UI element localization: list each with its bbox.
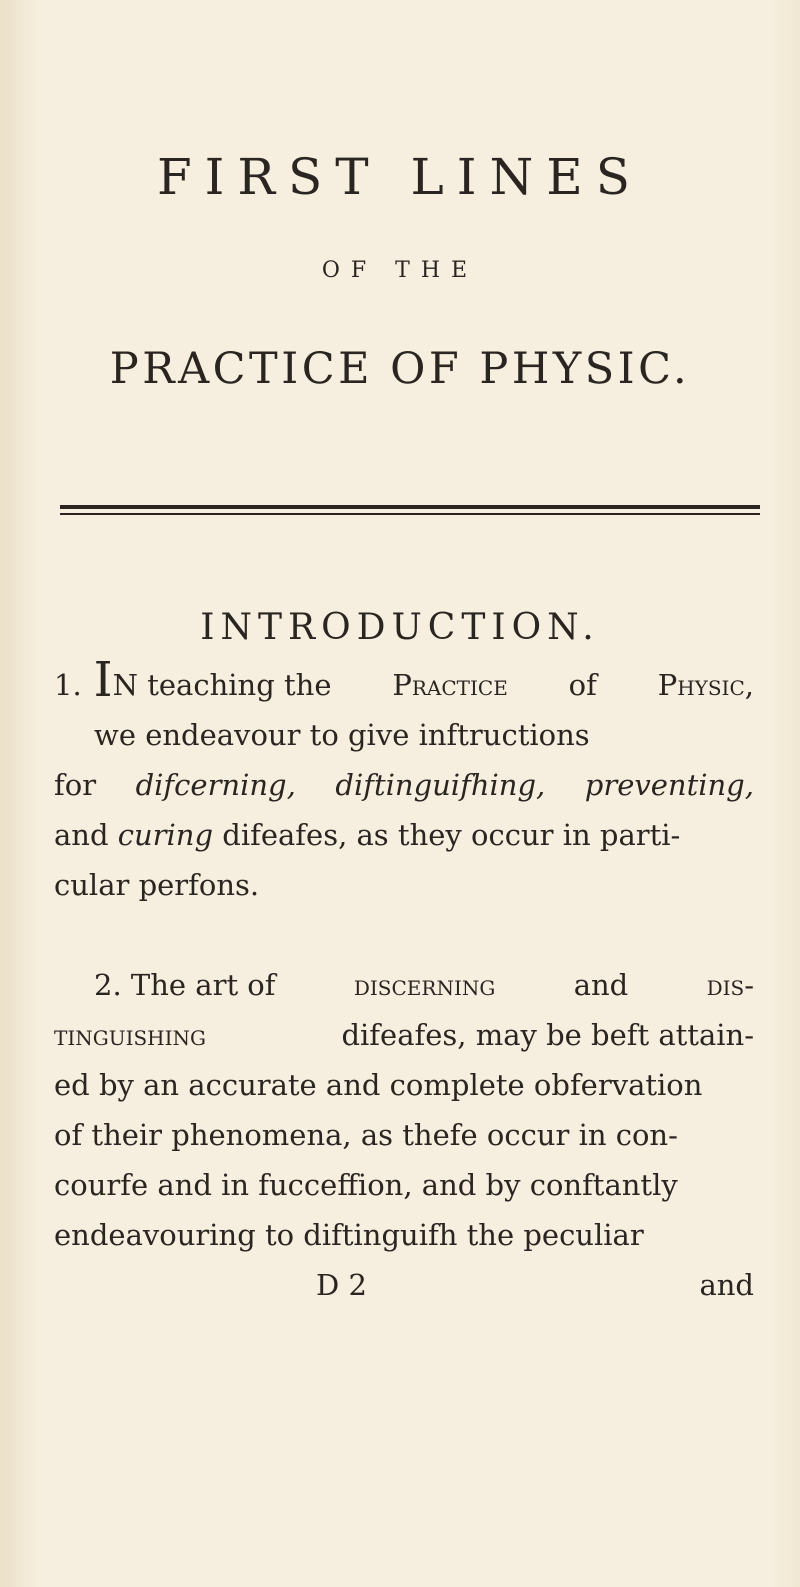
para1-line3 — [54, 760, 754, 810]
para1-text: N teaching the — [112, 668, 332, 702]
para2-text: difeafes, may be beft attain- — [341, 1018, 754, 1052]
para2-line6 — [54, 1210, 754, 1260]
small-caps-physic: Physic, — [657, 668, 754, 702]
para2-text: 2. The art of — [94, 968, 276, 1002]
body-text — [54, 652, 754, 1310]
para1-text: we endeavour to give inftructions — [94, 718, 590, 752]
small-caps-discerning: discerning — [353, 968, 496, 1002]
para1-text: and — [54, 818, 109, 852]
title-of-the: OF THE — [321, 258, 479, 283]
para1-line5 — [54, 860, 754, 910]
italic-term: diftinguifhing, — [335, 768, 546, 802]
para2-line3 — [54, 1060, 754, 1110]
signature-mark: D 2 — [316, 1268, 367, 1302]
title-first-lines: FIRST LINES — [156, 148, 644, 206]
italic-term: preventing, — [584, 768, 754, 802]
para2-line5 — [54, 1160, 754, 1210]
para2-text: ed by an accurate and complete obfervation — [54, 1068, 703, 1102]
para1-text: for — [54, 768, 97, 802]
para2-line4 — [54, 1110, 754, 1160]
para2-text: courfe and in fucceffion, and by conftantly — [54, 1168, 678, 1202]
para2-text: of their phenomena, as thefe occur in con- — [54, 1118, 678, 1152]
small-caps-practice: Practice — [392, 668, 508, 702]
double-rule-divider — [60, 505, 760, 515]
small-caps-tinguishing: tinguishing — [54, 1018, 206, 1052]
para2-line2 — [54, 1010, 754, 1060]
catchword: and — [699, 1268, 754, 1302]
para1-line2 — [54, 710, 754, 760]
para2-line1 — [54, 960, 754, 1010]
italic-term: curing — [117, 818, 214, 852]
title-practice-of-physic: PRACTICE OF PHYSIC. — [109, 344, 691, 394]
italic-term: difcerning, — [135, 768, 296, 802]
section-heading: INTRODUCTION. — [200, 607, 600, 648]
para2-text: endeavouring to diftinguifh the peculiar — [54, 1218, 644, 1252]
para1-text: difeafes, as they occur in parti- — [222, 818, 681, 852]
para1-line4 — [54, 810, 754, 860]
drop-cap: I — [93, 652, 113, 708]
page-footer — [54, 1260, 754, 1310]
para1-text: cular perfons. — [54, 868, 260, 902]
para1-line1 — [54, 652, 754, 710]
para1-number: 1. — [54, 668, 82, 702]
para1-text: of — [568, 668, 597, 702]
small-caps-dis: dis- — [706, 968, 754, 1002]
para2-text: and — [573, 968, 629, 1002]
